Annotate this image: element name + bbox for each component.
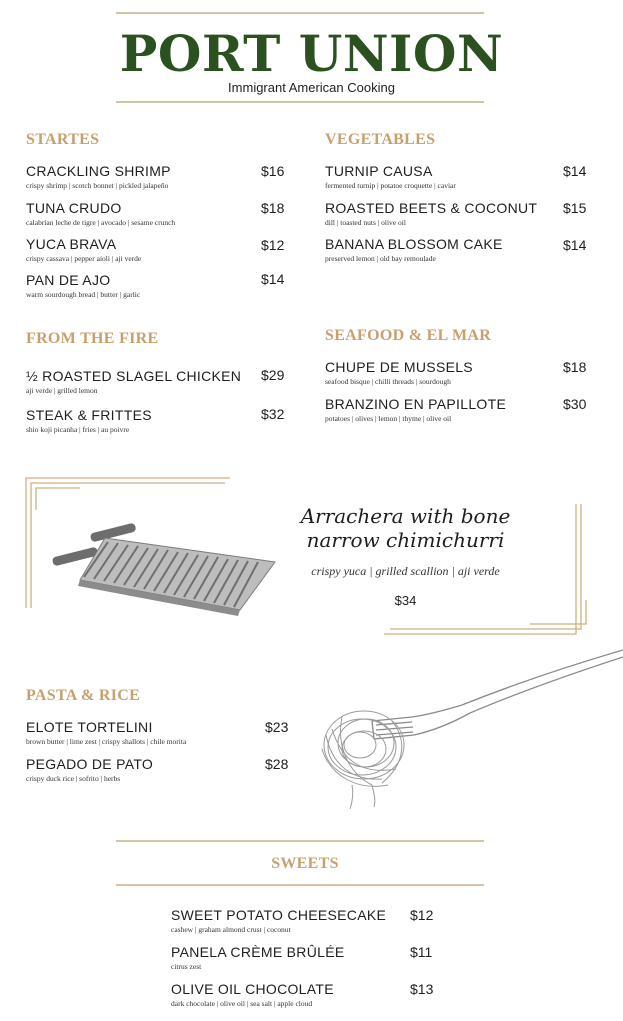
item-description: dill | toasted nuts | olive oil (325, 218, 406, 227)
item-description: potatoes | olives | lemon | thyme | olive oil (325, 414, 452, 423)
item-price: $16 (261, 163, 285, 179)
menu-item-roasted-beets (325, 200, 537, 228)
item-price: $14 (563, 237, 587, 253)
item-description: aji verde | grilled lemon (26, 386, 98, 395)
sweets-rule-top (116, 840, 484, 842)
item-description: preserved lemon | old bay remoulade (325, 254, 436, 263)
menu-item-tuna-crudo (26, 200, 175, 228)
fork-spaghetti-illustration (312, 645, 623, 815)
item-description: brown butter | lime zest | crispy shallots | chile morita (26, 737, 187, 746)
menu-item-turnip-causa (325, 163, 456, 191)
item-description: calabrian leche de tigre | avocado | sesame crunch (26, 218, 176, 227)
item-description: crispy cassava | pepper aioli | aji verde (26, 254, 142, 263)
featured-title-line-1: Arrachera with bone (300, 504, 511, 528)
item-name: PEGADO DE PATO (26, 756, 154, 772)
menu-item-olive-oil-chocolate (171, 981, 334, 1009)
item-name: BRANZINO EN PAPILLOTE (325, 396, 507, 412)
item-price: $18 (261, 200, 285, 216)
item-description: citrus zest (171, 962, 202, 971)
section-title-seafood: SEAFOOD & EL MAR (325, 327, 492, 344)
featured-dish-title (278, 504, 533, 552)
header-rule-bottom (116, 101, 484, 103)
item-name: TUNA CRUDO (26, 200, 122, 216)
item-price: $18 (563, 359, 587, 375)
section-title-sweets: SWEETS (271, 855, 339, 872)
item-price: $12 (261, 237, 285, 253)
menu-item-panela-creme-brulee (171, 944, 345, 972)
item-name: YUCA BRAVA (26, 236, 117, 252)
menu-item-chupe-de-mussels (325, 359, 473, 387)
item-price: $14 (563, 163, 587, 179)
menu-item-roasted-chicken (26, 368, 241, 396)
item-price: $30 (563, 396, 587, 412)
item-description: warm sourdough bread | butter | garlic (26, 290, 141, 299)
item-price: $14 (261, 271, 285, 287)
section-title-pasta-rice: PASTA & RICE (26, 687, 141, 704)
grill-icon (52, 523, 275, 616)
item-name: ROASTED BEETS & COCONUT (325, 200, 538, 216)
item-name: ELOTE TORTELINI (26, 719, 153, 735)
grill-illustration (20, 470, 282, 620)
item-price: $12 (410, 907, 434, 923)
sweets-rule-bottom (116, 884, 484, 886)
item-name: OLIVE OIL CHOCOLATE (171, 981, 334, 997)
item-description: seafood bisque | chilli threads | sourdough (325, 377, 451, 386)
section-title-startes: STARTES (26, 131, 100, 148)
item-description: fermented turnip | potatoe croquette | caviar (325, 181, 456, 190)
restaurant-name: PORT UNION (119, 24, 504, 83)
featured-dish-price: $34 (394, 593, 417, 608)
section-title-from-the-fire: FROM THE FIRE (26, 330, 159, 347)
item-price: $15 (563, 200, 587, 216)
item-price: $23 (265, 719, 289, 735)
item-price: $13 (410, 981, 434, 997)
item-name: BANANA BLOSSOM CAKE (325, 236, 503, 252)
menu-item-sweet-potato-cheesecake (171, 907, 386, 935)
featured-dish-description: crispy yuca | grilled scallion | aji verde (311, 564, 500, 578)
header-rule-top (116, 12, 484, 14)
item-name: PAN DE AJO (26, 272, 111, 288)
item-name: CHUPE DE MUSSELS (325, 359, 473, 375)
item-price: $29 (261, 367, 285, 383)
item-name: ½ ROASTED SLAGEL CHICKEN (26, 368, 242, 384)
menu-item-crackling-shrimp (26, 163, 171, 191)
item-description: shio koji picanha | fries | au poivre (26, 425, 130, 434)
menu-item-branzino (325, 396, 506, 424)
item-description: crispy shrimp | scotch bonnet | pickled jalapeño (26, 181, 169, 190)
menu-item-yuca-brava (26, 236, 141, 264)
item-name: SWEET POTATO CHEESECAKE (171, 907, 387, 923)
item-description: crispy duck rice | sofrito | herbs (26, 774, 121, 783)
fork-icon (372, 650, 623, 739)
spaghetti-icon (322, 711, 404, 809)
item-name: PANELA CRÈME BRÛLÉE (171, 944, 345, 960)
menu-item-pegado-de-pato (26, 756, 153, 784)
section-title-vegetables: VEGETABLES (325, 131, 436, 148)
item-description: dark chocolate | olive oil | sea salt | apple cloud (171, 999, 313, 1008)
item-price: $28 (265, 756, 289, 772)
item-name: STEAK & FRITTES (26, 407, 152, 423)
item-price: $11 (410, 944, 433, 960)
menu-item-steak-frittes (26, 407, 152, 435)
item-name: CRACKLING SHRIMP (26, 163, 171, 179)
menu-item-banana-blossom-cake (325, 236, 503, 264)
restaurant-tagline: Immigrant American Cooking (228, 80, 395, 95)
item-description: cashew | graham almond crust | coconut (171, 925, 291, 934)
menu-item-elote-tortelini (26, 719, 186, 747)
featured-title-line-2: narrow chimichurri (306, 528, 505, 552)
item-price: $32 (261, 406, 285, 422)
item-name: TURNIP CAUSA (325, 163, 433, 179)
menu-item-pan-de-ajo (26, 272, 140, 300)
